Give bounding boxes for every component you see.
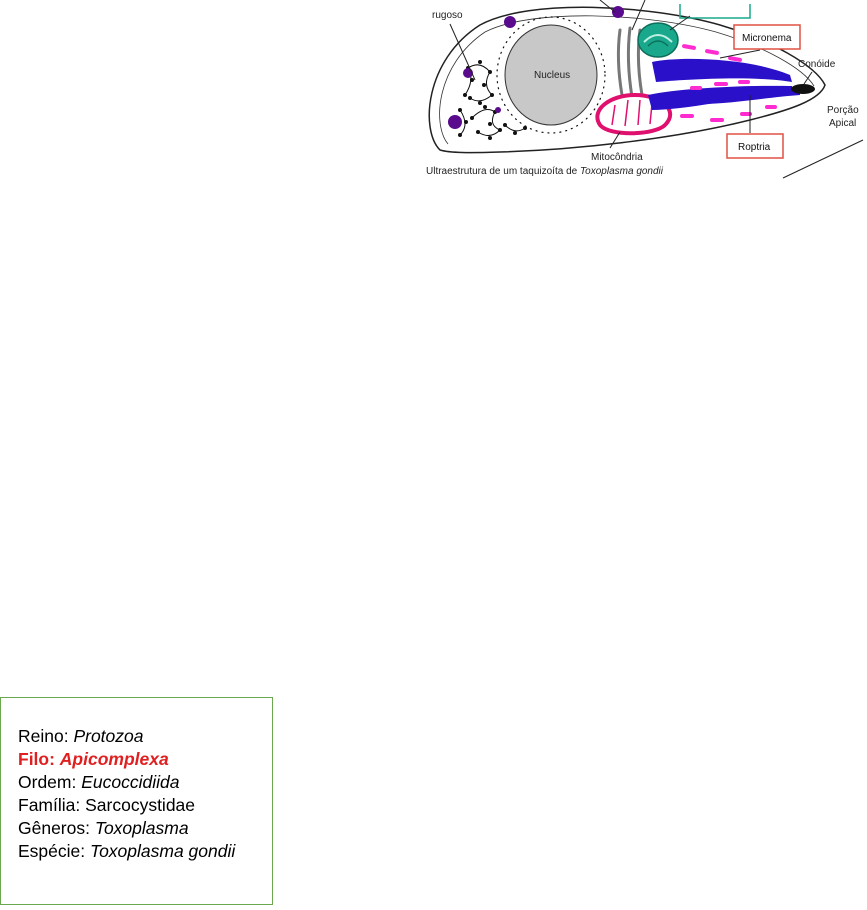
apical-complex-bracket	[680, 4, 750, 18]
taxonomy-value: Toxoplasma gondii	[89, 841, 236, 861]
taxonomy-row-familia	[18, 794, 272, 817]
taxonomy-key: Gêneros:	[18, 818, 95, 838]
nucleus-label: Nucleus	[534, 70, 571, 81]
taxonomy-value: Sarcocystidae	[85, 795, 196, 815]
taxonomy-row-ordem	[18, 771, 272, 794]
porcao-apical-label-line1: Porção	[827, 105, 859, 116]
taxonomy-key: Espécie:	[18, 841, 90, 861]
taxonomy-key: Família:	[18, 795, 86, 815]
mitocondria-label: Mitocôndria	[591, 152, 643, 163]
taxonomy-value: Protozoa	[73, 726, 144, 746]
porcao-apical-label-line2: Apical	[829, 118, 857, 129]
taxonomy-value: Eucoccidiida	[81, 772, 180, 792]
caption-prefix: Ultraestrutura de um taquizoíta de	[426, 166, 580, 177]
taxonomy-box	[0, 697, 273, 905]
roptria-label: Roptria	[738, 142, 771, 153]
taxonomy-key: Reino:	[18, 726, 74, 746]
rugoso-label: rugoso	[432, 10, 463, 21]
toxoplasma-tachyzoite-diagram	[420, 0, 867, 185]
micronema-label: Micronema	[742, 33, 792, 44]
taxonomy-row-reino	[18, 725, 272, 748]
conoid	[791, 84, 815, 94]
taxonomy-value: Apicomplexa	[59, 749, 169, 769]
taxonomy-value: Toxoplasma	[94, 818, 189, 838]
caption-species: Toxoplasma gondii	[579, 166, 664, 177]
taxonomy-row-filo	[18, 748, 272, 771]
taxonomy-row-generos	[18, 817, 272, 840]
taxonomy-key: Ordem:	[18, 772, 82, 792]
figure-caption	[426, 166, 664, 177]
conoide-label: Conóide	[798, 59, 836, 70]
taxonomy-key: Filo:	[18, 749, 60, 769]
taxonomy-row-especie	[18, 840, 272, 863]
